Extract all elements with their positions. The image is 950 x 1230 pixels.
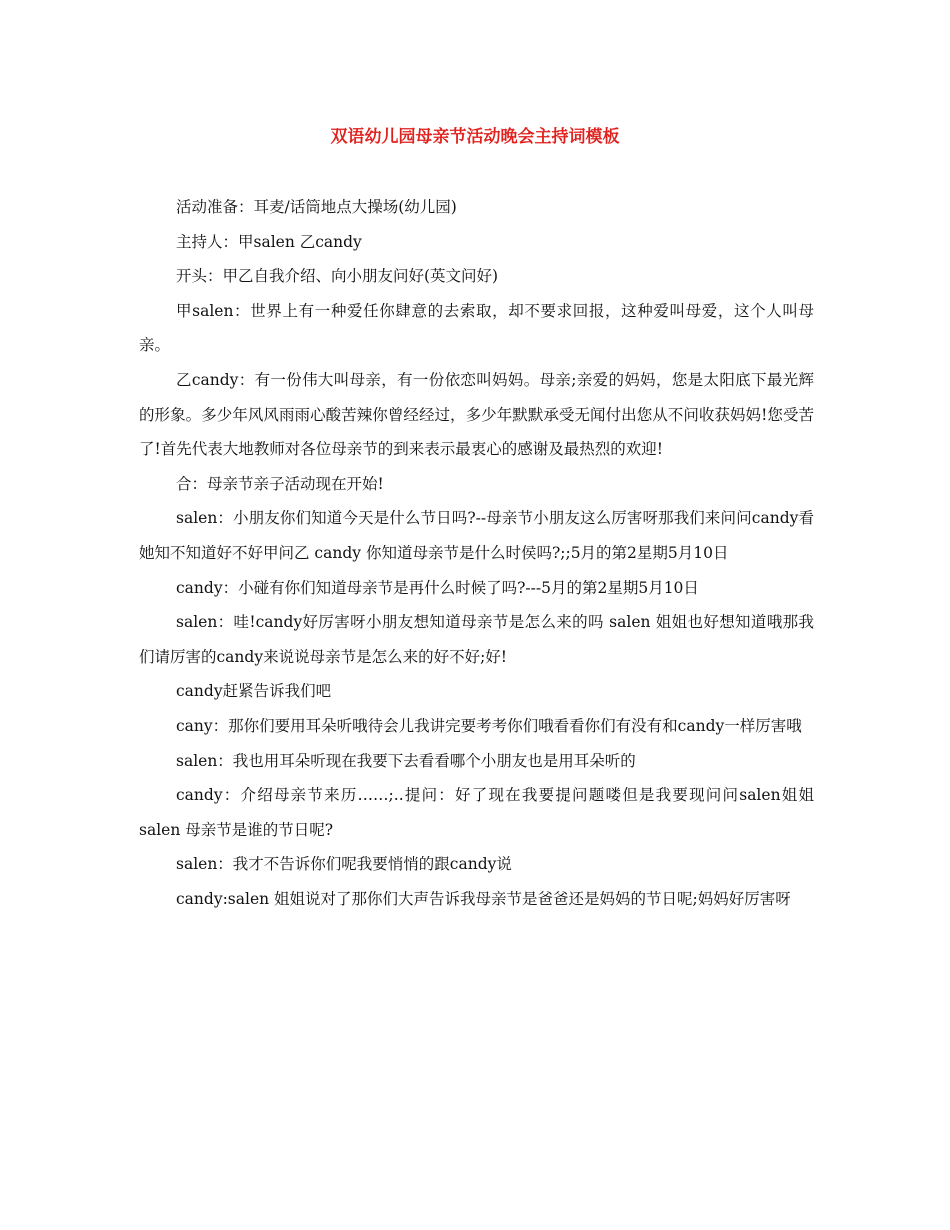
paragraph-candy-history: candy：介绍母亲节来历……;..提问：好了现在我要提问题喽但是我要现问问salen姐姐 salen 母亲节是谁的节日呢? [139,786,814,839]
paragraph-candy-tell: candy赶紧告诉我们吧 [176,682,332,701]
paragraph-salen-origin: salen：哇!candy好厉害呀小朋友想知道母亲节是怎么来的吗 salen 姐姐也好想知道哦那我们请厉害的candy来说说母亲节是怎么来的好不好;好! [139,613,814,666]
paragraph-salen-secret: salen：我才不告诉你们呢我要悄悄的跟candy说 [176,855,512,874]
paragraph-preparation: 活动准备：耳麦/话筒地点大操场(幼儿园) [176,198,457,216]
paragraph-host-a-intro: 甲salen：世界上有一种爱任你肆意的去索取，却不要求回报，这种爱叫母爱，这个人叫母亲。 [139,301,814,355]
paragraph-hosts: 主持人：甲salen 乙candy [176,232,362,251]
paragraph-opening: 开头：甲乙自我介绍、向小朋友问好(英文问好) [176,267,499,286]
paragraph-candy-answer: candy:salen 姐姐说对了那你们大声告诉我母亲节是爸爸还是妈妈的节日呢;妈妈好厉害呀 [176,889,791,908]
document-body [139,190,814,916]
paragraph-together: 合：母亲节亲子活动现在开始! [176,474,384,493]
paragraph-salen-listen: salen：我也用耳朵听现在我要下去看看哪个小朋友也是用耳朵听的 [176,751,636,770]
paragraph-candy-question: candy：小碰有你们知道母亲节是再什么时候了吗?---5月的第2星期5月10日 [176,578,699,597]
paragraph-salen-question: salen：小朋友你们知道今天是什么节日吗?--母亲节小朋友这么厉害呀那我们来问问candy看她知不知道好不好甲问乙 candy 你知道母亲节是什么时侯吗?;;5月的第2星期5月10日 [139,509,814,562]
paragraph-host-b-intro: 乙candy：有一份伟大叫母亲，有一份依恋叫妈妈。母亲;亲爱的妈妈，您是太阳底下最光辉的形象。多少年风风雨雨心酸苦辣你曾经经过，多少年默默承受无闻付出您从不问收获妈妈!您受苦了!首先代表大地教师对各位母亲节的到来表示最衷心的感谢及最热烈的欢迎! [139,370,814,459]
paragraph-cany-listen: cany：那你们要用耳朵听哦待会儿我讲完要考考你们哦看看你们有没有和candy一样厉害哦 [176,716,802,735]
document-title: 双语幼儿园母亲节活动晚会主持词模板 [330,127,620,147]
